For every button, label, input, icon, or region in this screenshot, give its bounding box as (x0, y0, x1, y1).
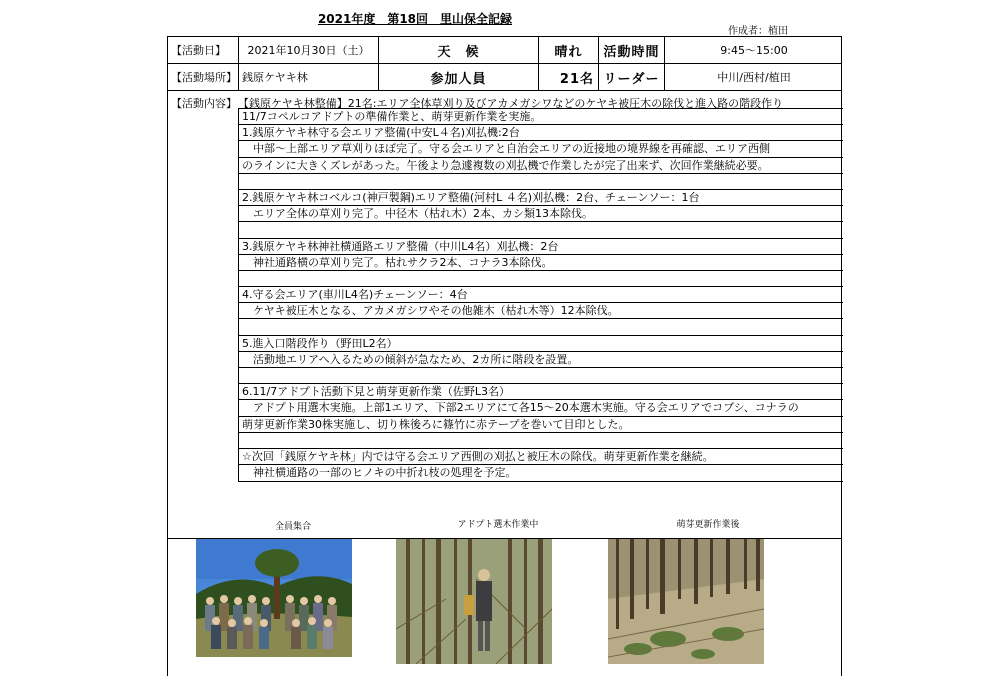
date-label: 【活動日】 (171, 44, 226, 57)
photo-caption-3: 萌芽更新作業後 (676, 520, 740, 530)
place-label: 【活動場所】 (171, 71, 237, 84)
group-photo (196, 539, 352, 657)
place-value: 銭原ケヤキ林 (238, 64, 378, 90)
content-line (239, 319, 843, 335)
participants-label: 参加人員 (378, 64, 538, 90)
photo-caption-1: 全員集合 (274, 522, 311, 532)
content-line: 4.守る会エリア(車川L4名)チェーンソー：4台 (239, 287, 843, 303)
content-line (239, 222, 843, 238)
leader-label: リーダー (598, 64, 664, 90)
weather-label: 天 候 (378, 37, 538, 63)
leader-value: 中川/西村/植田 (664, 64, 843, 90)
participants-value: 21名 (538, 64, 598, 90)
coppice-photo (608, 539, 764, 664)
content-line (239, 368, 843, 384)
content-line: 2.銭原ケヤキ林コベルコ(神戸製鋼)エリア整備(河村L ４名)刈払機：2台、チェーンソー：1台 (239, 190, 843, 206)
content-label: 【活動内容】 (171, 97, 237, 110)
activity-content (168, 93, 841, 539)
content-line: のラインに大きくズレがあった。午後より急遽複数の刈払機で作業したが完了出来ず、次回作業継続必要。 (239, 158, 843, 174)
content-line: 3.銭原ケヤキ林神社横通路エリア整備（中川L4名）刈払機：2台 (239, 239, 843, 255)
date-value: 2021年10月30日（土） (238, 37, 378, 63)
time-value: 9:45～15:00 (664, 37, 843, 63)
content-line (239, 174, 843, 190)
row-date (168, 37, 841, 64)
selection-work-photo (396, 539, 552, 664)
content-intro: 【銭原ケヤキ林整備】21名:エリア全体草刈り及びアカメガシワなどのケヤキ被圧木の除伐と進入路の階段作り (238, 97, 784, 110)
record-table (167, 36, 842, 676)
content-line (239, 271, 843, 287)
content-line: 1.銭原ケヤキ林守る会エリア整備(中安L４名)刈払機:2台 (239, 125, 843, 141)
content-lines (238, 108, 843, 482)
content-line: 神社通路横の草刈り完了。枯れサクラ2本、コナラ3本除伐。 (239, 255, 843, 271)
content-line: エリア全体の草刈り完了。中径木（枯れ木）2本、カシ類13本除伐。 (239, 206, 843, 222)
time-label: 活動時間 (598, 37, 664, 63)
row-place (168, 64, 841, 91)
content-line: 5.進入口階段作り（野田L2名） (239, 336, 843, 352)
content-line: 神社横通路の一部のヒノキの中折れ枝の処理を予定。 (242, 466, 517, 480)
author: 作成者：植田 (728, 26, 788, 37)
content-line: ケヤキ被圧木となる、アカメガシワやその他雑木（枯れ木等）12本除伐。 (239, 303, 843, 319)
content-line: ☆次回「銭原ケヤキ林」内では守る会エリア西側の刈払と被圧木の除伐。萌芽更新作業を継続。 (239, 449, 843, 465)
content-line: 11/7コペルコアドプトの準備作業と、萌芽更新作業を実施。 (239, 109, 843, 125)
content-line (239, 433, 843, 449)
content-line: 萌芽更新作業30株実施し、切り株後ろに篠竹に赤テープを巻いて目印とした。 (239, 417, 843, 433)
weather-value: 晴れ (538, 37, 598, 63)
photo-caption-2: アドプト選木作業中 (457, 520, 539, 530)
record-title: 2021年度 第18回 里山保全記録 (317, 12, 513, 26)
content-line: 活動地エリアへ入るための傾斜が急なため、2カ所に階段を設置。 (239, 352, 843, 368)
content-line: 6.11/7アドプト活動下見と萌芽更新作業（佐野L3名） (239, 384, 843, 400)
content-line: アドプト用選木実施。上部1エリア、下部2エリアにて各15～20本選木実施。守る会エリアでコブシ、コナラの (239, 400, 843, 416)
content-line: 中部～上部エリア草刈りほぼ完了。守る会エリアと自治会エリアの近接地の境界線を再確認、エリア西側 (239, 141, 843, 157)
